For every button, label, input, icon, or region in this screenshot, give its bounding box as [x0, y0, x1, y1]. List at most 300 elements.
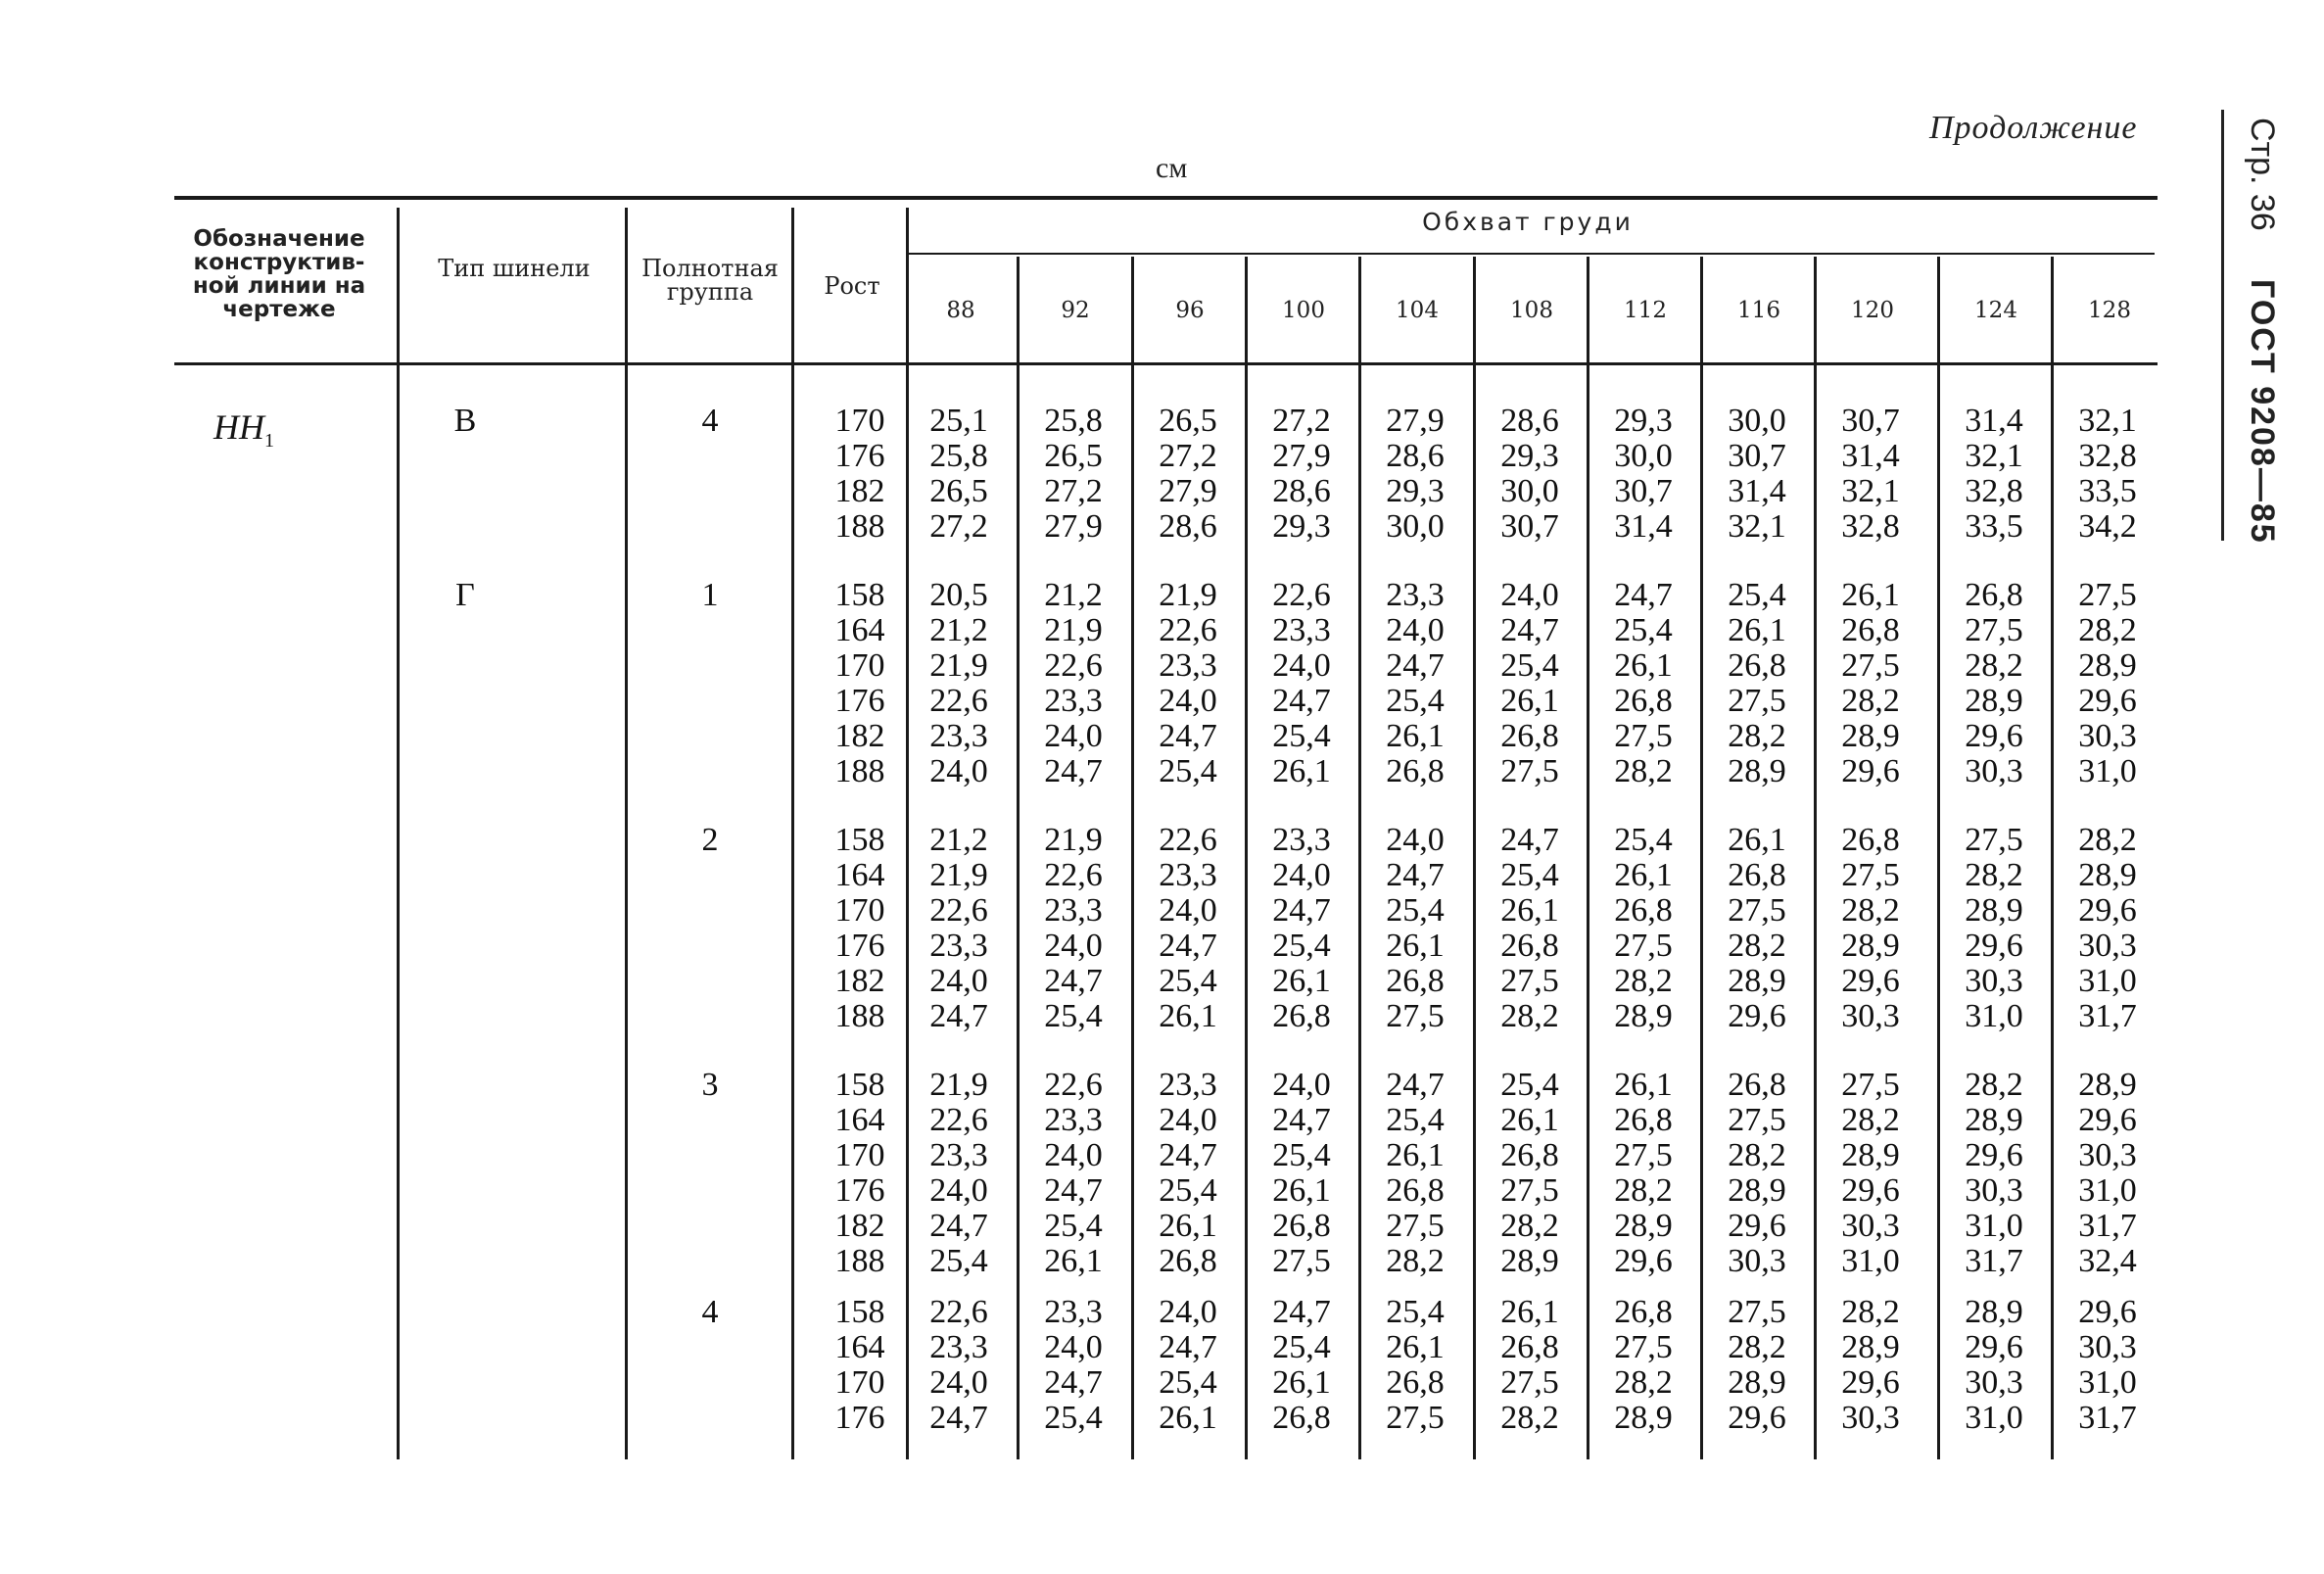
- measure-cell: [904, 404, 1014, 545]
- height-cell: [821, 1068, 899, 1279]
- fullness-group-cell-value: 4: [701, 1294, 719, 1330]
- measure-cell-value: 31,7: [2078, 1400, 2137, 1436]
- measure-cell-value: 22,6: [1159, 822, 1217, 858]
- measure-cell-value: 21,9: [929, 1067, 988, 1103]
- measure-cell-value: 31,7: [1965, 1243, 2023, 1279]
- measure-cell-value: 27,2: [929, 508, 988, 545]
- designation-label: [213, 406, 274, 453]
- measure-cell-value: 24,0: [1386, 612, 1445, 648]
- measure-cell-value: 27,5: [1272, 1243, 1331, 1279]
- measure-cell-value: 23,3: [1044, 1294, 1103, 1330]
- measure-cell-value: 25,4: [1159, 1364, 1217, 1401]
- measure-cell: [1475, 1068, 1585, 1279]
- height-cell-value: 188: [834, 753, 885, 789]
- measure-cell: [1702, 578, 1812, 789]
- measure-cell-value: 30,3: [2078, 1329, 2137, 1365]
- measure-cell: [1939, 578, 2049, 789]
- measure-cell-value: 24,7: [1159, 1137, 1217, 1173]
- measure-cell-value: 22,6: [929, 683, 988, 719]
- measure-cell: [1247, 578, 1356, 789]
- measure-cell-value: 26,8: [1386, 753, 1445, 789]
- measure-cell-value: 28,9: [1728, 1172, 1786, 1209]
- measure-cell-value: 24,0: [1272, 857, 1331, 893]
- measure-cell: [1133, 823, 1243, 1034]
- measure-cell: [1475, 823, 1585, 1034]
- measure-cell-value: 27,5: [1841, 1067, 1900, 1103]
- measure-cell-value: 24,0: [929, 963, 988, 999]
- measure-cell-value: 28,2: [1614, 753, 1673, 789]
- measure-cell-value: 24,7: [1614, 577, 1673, 613]
- measure-cell-value: 28,2: [1965, 857, 2023, 893]
- measure-cell: [1475, 1295, 1585, 1436]
- measure-cell-value: 26,5: [929, 473, 988, 509]
- measure-cell-value: 28,2: [1500, 1400, 1559, 1436]
- measure-cell-value: 24,0: [1272, 647, 1331, 684]
- measure-cell-value: 30,3: [1841, 1400, 1900, 1436]
- measure-cell-value: 28,2: [1841, 683, 1900, 719]
- height-cell-value: 182: [834, 1208, 885, 1244]
- measure-cell-value: 28,9: [1614, 1208, 1673, 1244]
- chest-divider-rule: [906, 253, 2155, 255]
- measure-cell-value: 30,3: [2078, 718, 2137, 754]
- measure-cell-value: 28,2: [1965, 647, 2023, 684]
- measure-cell-value: 24,7: [1386, 647, 1445, 684]
- measure-cell-value: 24,0: [929, 753, 988, 789]
- measure-cell-value: 28,2: [1386, 1243, 1445, 1279]
- measure-cell-value: 27,5: [1614, 1329, 1673, 1365]
- measure-cell-value: 28,9: [1841, 1137, 1900, 1173]
- fullness-group-cell-value: 4: [701, 403, 719, 439]
- fullness-group-cell-value: 1: [701, 577, 719, 613]
- measure-cell-value: 30,3: [2078, 1137, 2137, 1173]
- measure-cell: [1019, 1295, 1128, 1436]
- measure-cell-value: 29,6: [1728, 1400, 1786, 1436]
- header-fullness-group: Полнотная группа: [641, 255, 779, 306]
- measure-cell: [1702, 1068, 1812, 1279]
- height-cell-value: 182: [834, 718, 885, 754]
- measure-cell-value: 28,9: [1614, 998, 1673, 1034]
- measure-cell-value: 24,7: [1500, 612, 1559, 648]
- measure-cell-value: 29,6: [1965, 1329, 2023, 1365]
- measure-cell-value: 29,6: [2078, 1294, 2137, 1330]
- measure-cell-value: 24,7: [1272, 1294, 1331, 1330]
- measure-cell-value: 26,1: [1159, 1400, 1217, 1436]
- measure-cell-value: 22,6: [1044, 857, 1103, 893]
- measure-cell-value: 21,9: [929, 647, 988, 684]
- measure-cell-value: 28,9: [1965, 1294, 2023, 1330]
- measure-cell-value: 20,5: [929, 577, 988, 613]
- height-cell-value: 158: [834, 577, 885, 613]
- height-cell-value: 164: [834, 1329, 885, 1365]
- measure-cell-value: 23,3: [1159, 1067, 1217, 1103]
- unit-label: см: [1156, 152, 1188, 184]
- measure-cell-value: 28,9: [1728, 963, 1786, 999]
- height-cell-value: 176: [834, 438, 885, 474]
- measure-cell-value: 31,4: [1614, 508, 1673, 545]
- measure-cell-value: 23,3: [929, 1137, 988, 1173]
- measure-cell-value: 24,7: [1386, 857, 1445, 893]
- measure-cell-value: 30,3: [1965, 753, 2023, 789]
- height-cell-value: 176: [834, 683, 885, 719]
- measure-cell: [2053, 404, 2162, 545]
- measure-cell-value: 29,6: [1965, 718, 2023, 754]
- measure-cell: [1816, 404, 1925, 545]
- measure-cell: [1589, 1295, 1698, 1436]
- measure-cell-value: 28,2: [2078, 612, 2137, 648]
- fullness-group-cell: [666, 1068, 754, 1103]
- measure-cell-value: 27,2: [1044, 473, 1103, 509]
- measure-cell-value: 26,8: [1841, 822, 1900, 858]
- measure-cell-value: 28,2: [1614, 1172, 1673, 1209]
- measure-cell-value: 24,7: [1272, 892, 1331, 929]
- measure-cell: [1702, 1295, 1812, 1436]
- measure-cell-value: 26,1: [1614, 857, 1673, 893]
- height-cell-value: 170: [834, 1364, 885, 1401]
- measure-cell-value: 24,0: [1159, 683, 1217, 719]
- height-cell-value: 176: [834, 1400, 885, 1436]
- measure-cell-value: 31,0: [1841, 1243, 1900, 1279]
- measure-cell-value: 33,5: [2078, 473, 2137, 509]
- measure-cell: [1019, 404, 1128, 545]
- measure-cell-value: 26,1: [1386, 718, 1445, 754]
- measure-cell-value: 30,3: [1841, 1208, 1900, 1244]
- chest-size-header: 124: [1974, 298, 2017, 323]
- header-designation: Обозначение конструктив-ной линии на чертеже: [192, 226, 366, 322]
- height-cell-value: 164: [834, 857, 885, 893]
- measure-cell-value: 23,3: [1159, 647, 1217, 684]
- measure-cell-value: 24,7: [1044, 1172, 1103, 1209]
- measure-cell-value: 26,8: [1272, 1400, 1331, 1436]
- measure-cell: [1360, 1068, 1470, 1279]
- measure-cell-value: 31,4: [1841, 438, 1900, 474]
- measure-cell-value: 25,4: [1159, 753, 1217, 789]
- measure-cell-value: 25,4: [1500, 857, 1559, 893]
- side-standard: ГОСТ 9208—85: [2244, 279, 2281, 545]
- height-cell-value: 158: [834, 822, 885, 858]
- measure-cell-value: 24,7: [1159, 1329, 1217, 1365]
- measure-cell-value: 21,9: [1159, 577, 1217, 613]
- measure-cell: [1939, 823, 2049, 1034]
- measure-cell-value: 22,6: [929, 892, 988, 929]
- measure-cell-value: 26,5: [1044, 438, 1103, 474]
- measure-cell-value: 26,1: [1386, 928, 1445, 964]
- measure-cell-value: 26,8: [1500, 928, 1559, 964]
- measure-cell-value: 24,0: [1386, 822, 1445, 858]
- measure-cell: [1939, 404, 2049, 545]
- chest-size-header: 112: [1624, 298, 1667, 323]
- measure-cell: [1360, 578, 1470, 789]
- measure-cell-value: 30,3: [1728, 1243, 1786, 1279]
- measure-cell-value: 26,1: [1841, 577, 1900, 613]
- column-divider: [791, 208, 794, 1459]
- measure-cell-value: 27,5: [1728, 1102, 1786, 1138]
- measure-cell: [2053, 1068, 2162, 1279]
- measure-cell-value: 28,9: [1614, 1400, 1673, 1436]
- measure-cell: [1247, 404, 1356, 545]
- measure-cell: [1475, 578, 1585, 789]
- measure-cell-value: 26,1: [1272, 1364, 1331, 1401]
- measure-cell-value: 28,2: [2078, 822, 2137, 858]
- measure-cell-value: 28,2: [1841, 1102, 1900, 1138]
- measure-cell-value: 26,8: [1386, 1172, 1445, 1209]
- measure-cell-value: 22,6: [929, 1294, 988, 1330]
- measure-cell-value: 24,7: [929, 998, 988, 1034]
- measure-cell-value: 27,9: [1044, 508, 1103, 545]
- measure-cell-value: 24,7: [1386, 1067, 1445, 1103]
- measure-cell-value: 25,4: [1159, 1172, 1217, 1209]
- measure-cell: [1360, 1295, 1470, 1436]
- chest-size-header: 128: [2088, 298, 2131, 323]
- measure-cell-value: 25,4: [1044, 998, 1103, 1034]
- measure-cell-value: 25,8: [1044, 403, 1103, 439]
- measure-cell-value: 28,9: [1841, 718, 1900, 754]
- measure-cell-value: 30,3: [1841, 998, 1900, 1034]
- height-cell: [821, 1295, 899, 1436]
- chest-size-header: 96: [1175, 298, 1205, 323]
- table-top-rule: [174, 196, 2158, 200]
- measure-cell-value: 25,4: [1272, 1137, 1331, 1173]
- measure-cell-value: 26,1: [1614, 647, 1673, 684]
- measure-cell-value: 26,8: [1500, 1329, 1559, 1365]
- measure-cell: [1247, 1295, 1356, 1436]
- measure-cell-value: 32,1: [2078, 403, 2137, 439]
- measure-cell-value: 32,1: [1965, 438, 2023, 474]
- measure-cell-value: 28,9: [1728, 1364, 1786, 1401]
- side-header: [2243, 118, 2281, 545]
- measure-cell-value: 30,0: [1614, 438, 1673, 474]
- measure-cell-value: 23,3: [1044, 683, 1103, 719]
- measure-cell-value: 26,8: [1386, 963, 1445, 999]
- chest-size-header: 88: [946, 298, 975, 323]
- measure-cell-value: 24,0: [1159, 1102, 1217, 1138]
- height-cell-value: 182: [834, 963, 885, 999]
- measure-cell-value: 30,7: [1841, 403, 1900, 439]
- measure-cell-value: 26,8: [1500, 1137, 1559, 1173]
- measure-cell-value: 26,8: [1728, 857, 1786, 893]
- measure-cell: [904, 578, 1014, 789]
- measure-cell-value: 28,9: [1965, 892, 2023, 929]
- measure-cell-value: 24,7: [1159, 928, 1217, 964]
- chest-size-header: 104: [1396, 298, 1439, 323]
- measure-cell-value: 26,1: [1614, 1067, 1673, 1103]
- measure-cell-value: 24,0: [1044, 1329, 1103, 1365]
- measure-cell: [1702, 823, 1812, 1034]
- height-cell: [821, 404, 899, 545]
- measure-cell-value: 24,0: [1272, 1067, 1331, 1103]
- measure-cell-value: 22,6: [1044, 647, 1103, 684]
- height-cell-value: 164: [834, 612, 885, 648]
- measure-cell-value: 30,7: [1500, 508, 1559, 545]
- measure-cell-value: 27,5: [1614, 928, 1673, 964]
- measure-cell: [1247, 823, 1356, 1034]
- measure-cell-value: 23,3: [1044, 892, 1103, 929]
- measure-cell: [1939, 1068, 2049, 1279]
- measure-cell: [1019, 823, 1128, 1034]
- measure-cell-value: 30,0: [1386, 508, 1445, 545]
- measure-cell-value: 21,2: [929, 612, 988, 648]
- measure-cell-value: 25,4: [1386, 892, 1445, 929]
- measure-cell-value: 28,9: [1965, 683, 2023, 719]
- measure-cell-value: 24,7: [1044, 963, 1103, 999]
- measure-cell-value: 26,1: [1500, 1102, 1559, 1138]
- coat-type-cell: [436, 578, 495, 613]
- measure-cell-value: 28,2: [1965, 1067, 2023, 1103]
- chest-size-header: 116: [1737, 298, 1780, 323]
- measure-cell-value: 25,4: [1728, 577, 1786, 613]
- measure-cell-value: 29,6: [1965, 928, 2023, 964]
- measure-cell-value: 26,5: [1159, 403, 1217, 439]
- measure-cell-value: 31,0: [1965, 1208, 2023, 1244]
- measure-cell-value: 25,4: [1159, 963, 1217, 999]
- measure-cell-value: 30,0: [1728, 403, 1786, 439]
- measure-cell-value: 27,5: [1500, 963, 1559, 999]
- measure-cell-value: 28,6: [1500, 403, 1559, 439]
- measure-cell-value: 23,3: [929, 718, 988, 754]
- header-coat-type: Тип шинели: [438, 255, 591, 282]
- measure-cell-value: 27,5: [1386, 1400, 1445, 1436]
- measure-cell: [1247, 1068, 1356, 1279]
- measure-cell: [2053, 578, 2162, 789]
- measure-cell-value: 26,1: [1500, 1294, 1559, 1330]
- measure-cell-value: 31,0: [2078, 1172, 2137, 1209]
- measure-cell-value: 26,8: [1500, 718, 1559, 754]
- measure-cell: [1133, 1295, 1243, 1436]
- measure-cell-value: 22,6: [1159, 612, 1217, 648]
- measure-cell-value: 24,0: [929, 1364, 988, 1401]
- measure-cell-value: 28,2: [1614, 963, 1673, 999]
- measure-cell-value: 28,9: [1728, 753, 1786, 789]
- continuation-label: Продолжение: [1929, 110, 2138, 146]
- measure-cell-value: 27,5: [1965, 822, 2023, 858]
- measure-cell-value: 25,4: [1386, 1102, 1445, 1138]
- height-cell-value: 188: [834, 508, 885, 545]
- measure-cell-value: 26,1: [1728, 822, 1786, 858]
- measure-cell-value: 31,0: [2078, 963, 2137, 999]
- measure-cell-value: 21,2: [929, 822, 988, 858]
- measure-cell-value: 29,6: [2078, 1102, 2137, 1138]
- measure-cell-value: 28,2: [1728, 718, 1786, 754]
- measure-cell-value: 26,8: [1614, 1294, 1673, 1330]
- measure-cell-value: 26,1: [1044, 1243, 1103, 1279]
- height-cell-value: 176: [834, 1172, 885, 1209]
- measure-cell: [1133, 1068, 1243, 1279]
- measure-cell-value: 29,6: [1841, 753, 1900, 789]
- height-cell-value: 158: [834, 1067, 885, 1103]
- measure-cell-value: 30,7: [1614, 473, 1673, 509]
- measure-cell-value: 28,2: [1500, 998, 1559, 1034]
- column-divider: [397, 208, 400, 1459]
- fullness-group-cell: [666, 823, 754, 858]
- measure-cell: [2053, 823, 2162, 1034]
- measure-cell-value: 28,9: [2078, 1067, 2137, 1103]
- height-cell-value: 188: [834, 1243, 885, 1279]
- measure-cell-value: 28,9: [1500, 1243, 1559, 1279]
- measure-cell-value: 21,9: [1044, 612, 1103, 648]
- measure-cell-value: 24,0: [1500, 577, 1559, 613]
- measure-cell-value: 29,3: [1386, 473, 1445, 509]
- measure-cell: [1589, 578, 1698, 789]
- measure-cell-value: 23,3: [1272, 612, 1331, 648]
- measure-cell-value: 26,1: [1159, 998, 1217, 1034]
- measure-cell-value: 30,3: [1965, 963, 2023, 999]
- measure-cell-value: 26,8: [1614, 683, 1673, 719]
- height-cell-value: 158: [834, 1294, 885, 1330]
- measure-cell-value: 29,6: [1614, 1243, 1673, 1279]
- measure-cell-value: 26,1: [1159, 1208, 1217, 1244]
- measure-cell-value: 27,5: [1728, 892, 1786, 929]
- measure-cell-value: 31,0: [2078, 1364, 2137, 1401]
- measure-cell-value: 24,7: [1272, 683, 1331, 719]
- measure-cell-value: 26,8: [1965, 577, 2023, 613]
- measure-cell-value: 24,0: [1044, 718, 1103, 754]
- measure-cell-value: 24,0: [929, 1172, 988, 1209]
- measure-cell-value: 23,3: [1159, 857, 1217, 893]
- measure-cell-value: 26,1: [1728, 612, 1786, 648]
- measure-cell-value: 32,8: [1965, 473, 2023, 509]
- measure-cell: [1019, 578, 1128, 789]
- measure-cell-value: 25,4: [1386, 1294, 1445, 1330]
- measure-cell-value: 27,5: [1841, 647, 1900, 684]
- measure-cell-value: 24,7: [1500, 822, 1559, 858]
- measure-cell-value: 25,4: [1272, 1329, 1331, 1365]
- measure-cell-value: 26,1: [1272, 1172, 1331, 1209]
- measure-cell-value: 26,8: [1159, 1243, 1217, 1279]
- measure-cell-value: 26,8: [1614, 892, 1673, 929]
- measure-cell-value: 29,3: [1614, 403, 1673, 439]
- measure-cell-value: 28,9: [1841, 928, 1900, 964]
- measure-cell-value: 31,7: [2078, 1208, 2137, 1244]
- measure-cell: [1475, 404, 1585, 545]
- measure-cell-value: 27,9: [1386, 403, 1445, 439]
- measure-cell-value: 28,6: [1159, 508, 1217, 545]
- measure-cell-value: 28,2: [1728, 1329, 1786, 1365]
- fullness-group-cell: [666, 404, 754, 439]
- measure-cell-value: 33,5: [1965, 508, 2023, 545]
- measure-cell-value: 25,1: [929, 403, 988, 439]
- measure-cell-value: 30,3: [1965, 1172, 2023, 1209]
- measure-cell-value: 28,9: [1841, 1329, 1900, 1365]
- measure-cell-value: 24,7: [1272, 1102, 1331, 1138]
- measure-cell-value: 29,3: [1272, 508, 1331, 545]
- measure-cell-value: 27,5: [1728, 683, 1786, 719]
- measure-cell-value: 30,0: [1500, 473, 1559, 509]
- measure-cell-value: 28,6: [1272, 473, 1331, 509]
- measure-cell-value: 27,5: [1500, 753, 1559, 789]
- measure-cell-value: 25,4: [1386, 683, 1445, 719]
- measure-cell: [1589, 1068, 1698, 1279]
- measure-cell-value: 29,6: [1728, 998, 1786, 1034]
- measure-cell: [1816, 1068, 1925, 1279]
- measure-cell-value: 25,4: [1500, 647, 1559, 684]
- measure-cell-value: 25,4: [1044, 1208, 1103, 1244]
- measure-cell-value: 24,7: [1159, 718, 1217, 754]
- height-cell-value: 176: [834, 928, 885, 964]
- measure-cell-value: 26,8: [1614, 1102, 1673, 1138]
- measure-cell-value: 29,3: [1500, 438, 1559, 474]
- measure-cell-value: 28,9: [2078, 647, 2137, 684]
- measure-cell-value: 27,5: [1965, 612, 2023, 648]
- chest-size-header: 120: [1851, 298, 1894, 323]
- measure-cell: [1939, 1295, 2049, 1436]
- measure-cell: [1589, 823, 1698, 1034]
- chest-size-header: 92: [1061, 298, 1090, 323]
- measure-cell-value: 30,7: [1728, 438, 1786, 474]
- height-cell-value: 182: [834, 473, 885, 509]
- measure-cell-value: 26,8: [1272, 998, 1331, 1034]
- measure-cell-value: 27,5: [1728, 1294, 1786, 1330]
- measure-cell-value: 27,2: [1272, 403, 1331, 439]
- measure-cell-value: 29,6: [1841, 963, 1900, 999]
